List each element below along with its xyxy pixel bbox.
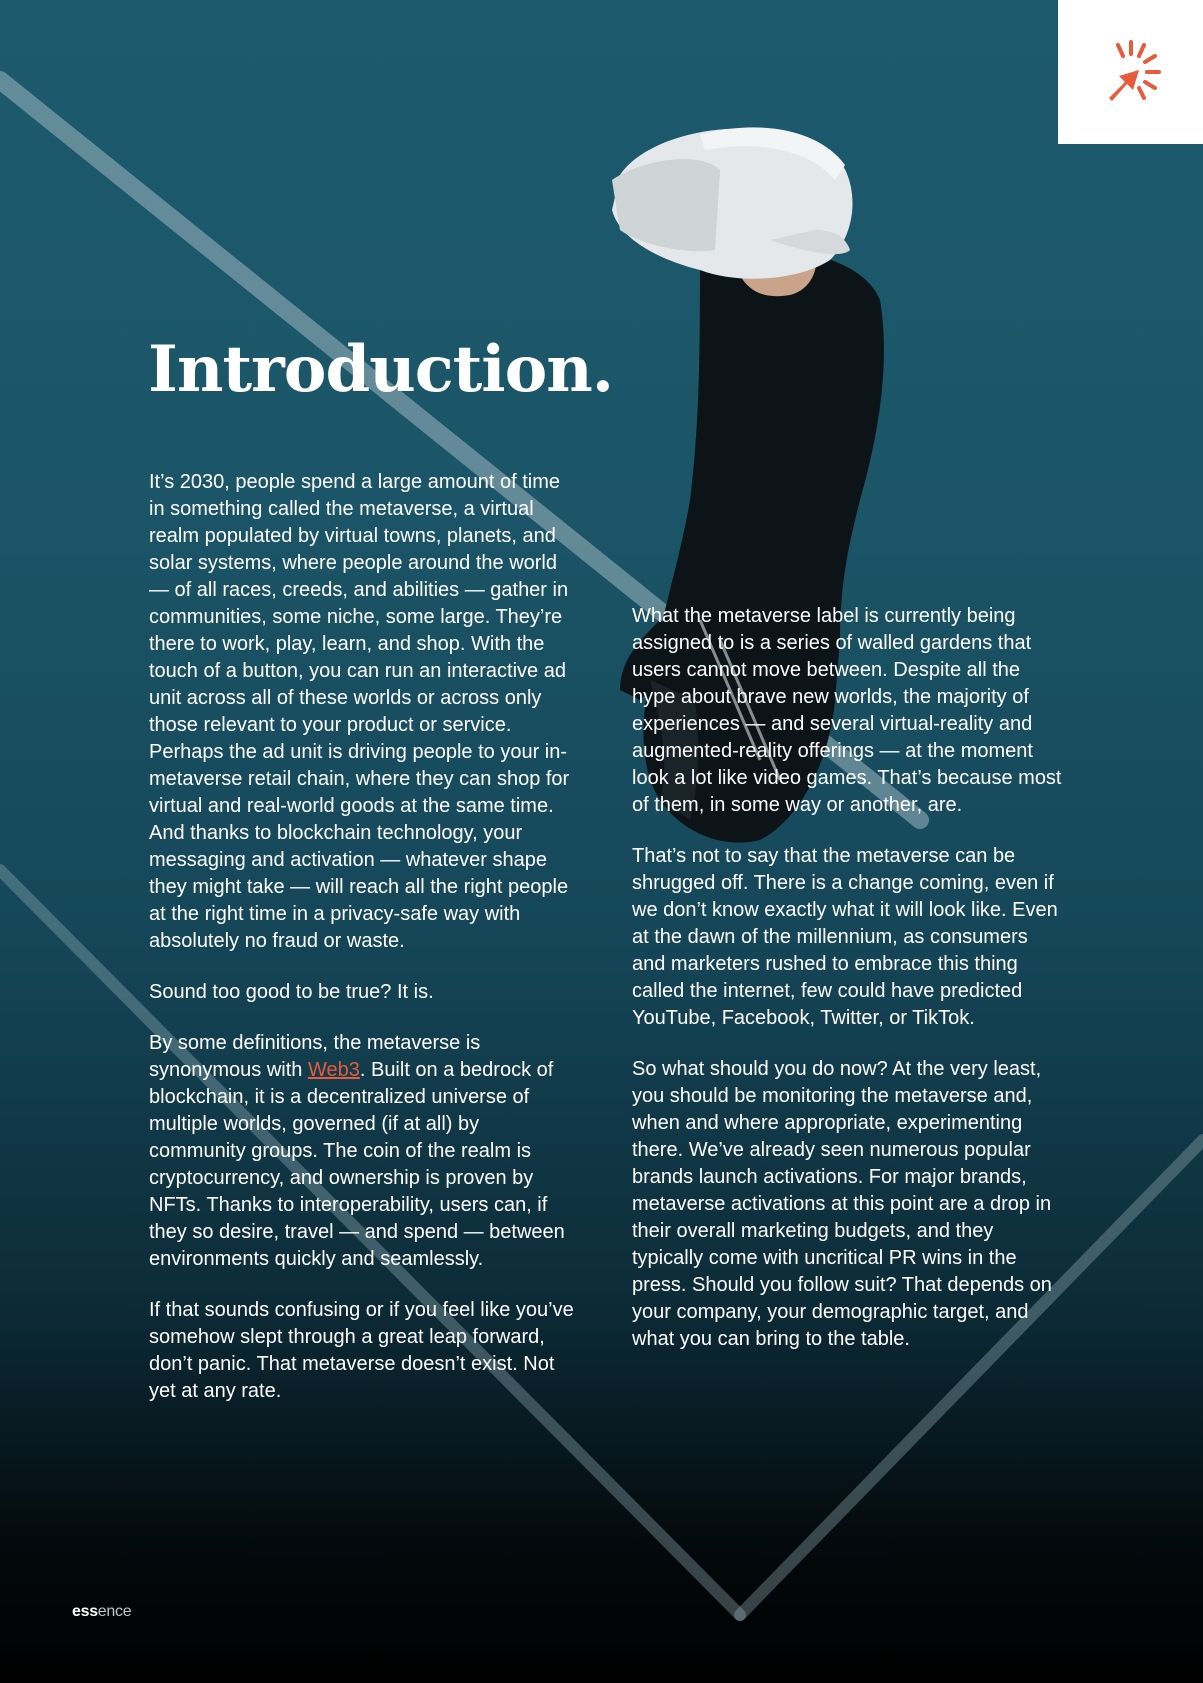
web3-link[interactable]: Web3 <box>307 1059 360 1081</box>
walled-gardens-paragraph: What the metaverse label is currently being assigned to is a series of walled gardens that users cannot move between. Despite all the hype about brave new worlds, the majority of experiences — and several virtual-reality and augmented-reality offerings — at the moment look a lot like video games. That’s because most of them, in some way or another, are. <box>632 605 1062 816</box>
dont-panic-paragraph: If that sounds confusing or if you feel like you’ve somehow slept through a great leap forward, don’t panic. That metaverse doesn’t exist. Not yet at any rate. <box>149 1299 574 1402</box>
left-column <box>149 469 577 1429</box>
cursor-burst-icon <box>1095 36 1167 108</box>
right-column <box>632 603 1062 1377</box>
page-title: Introduction. <box>148 332 614 407</box>
change-coming-paragraph: That’s not to say that the metaverse can be shrugged off. There is a change coming, even if we don’t know exactly what it will look like. Even at the dawn of the millennium, as consumers and marketers rushed to embrace this thing called the internet, few could have predicted YouTube, Facebook, Twitter, or TikTok. <box>632 845 1058 1029</box>
footer-brand-wordmark: essence <box>72 1603 132 1620</box>
what-to-do-paragraph: So what should you do now? At the very least, you should be monitoring the metaverse and, when and where appropriate, experimenting there. We’ve already seen numerous popular brands launch activations. For major brands, metaverse activations at this point are a drop in their overall marketing budgets, and they typically come with uncritical PR wins in the press. Should you follow suit? That depends on your company, your demographic target, and what you can bring to the table. <box>632 1058 1052 1350</box>
brand-logo-box <box>1058 0 1203 144</box>
definitions-paragraph: By some definitions, the metaverse is synonymous with Web3. Built on a bedrock of blockchain, it is a decentralized universe of multiple worlds, governed (if at all) by community groups. The coin of the realm is cryptocurrency, and ownership is proven by NFTs. Thanks to interoperability, users can, if they so desire, travel — and spend — between environments quickly and seamlessly. <box>149 1032 565 1270</box>
too-good-paragraph: Sound too good to be true? It is. <box>149 981 434 1003</box>
intro-paragraph: It’s 2030, people spend a large amount of time in something called the metaverse, a virtual realm populated by virtual towns, planets, and solar systems, where people around the world — of all races, creeds, and abilities — gather in communities, some niche, some large. They’re there to work, play, learn, and shop. With the touch of a button, you can run an interactive ad unit across all of these worlds or across only those relevant to your product or service. Perhaps the ad unit is driving people to your in-metaverse retail chain, where they can shop for virtual and real-world goods at the same time. And thanks to blockchain technology, your messaging and activation — whatever shape they might take — will reach all the right people at the right time in a privacy-safe way with absolutely no fraud or waste. <box>149 471 570 952</box>
